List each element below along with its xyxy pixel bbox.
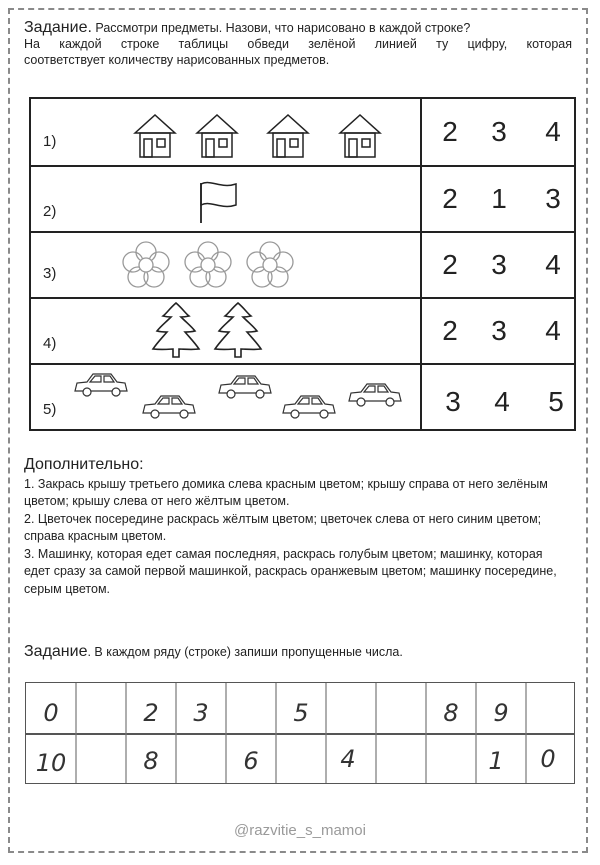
grid-cell-value: 10 <box>35 749 67 777</box>
additional-title: Дополнительно: <box>24 456 144 473</box>
row-number: 4) <box>43 335 57 352</box>
option-number[interactable]: 2 <box>442 116 458 147</box>
flower-icon <box>123 242 169 287</box>
task1-instructions <box>24 20 572 68</box>
flowers-picture <box>121 241 311 291</box>
table-row <box>31 297 574 363</box>
grid-cell-value: 8 <box>143 747 159 775</box>
task1-line1: Рассмотри предметы. Назови, что нарисовано в каждой строке? <box>95 21 471 35</box>
option-number[interactable]: 4 <box>494 386 510 418</box>
house-icon <box>340 115 380 157</box>
house-icon <box>135 115 175 157</box>
grid-cell-value: 9 <box>493 699 509 727</box>
grid-cell-value: 3 <box>193 699 209 727</box>
row-number: 5) <box>43 401 57 418</box>
option-number[interactable]: 3 <box>491 249 507 280</box>
option-number[interactable]: 5 <box>548 386 564 418</box>
grid-cell-value: 8 <box>443 699 459 727</box>
flag-icon <box>196 179 246 227</box>
car-icon <box>143 396 195 418</box>
task1-label: Задание. <box>24 19 92 36</box>
car-icon <box>75 374 127 396</box>
option-number[interactable]: 4 <box>545 249 561 280</box>
grid-cell-value: 0 <box>43 699 59 727</box>
trees-picture <box>151 301 281 363</box>
option-number[interactable]: 2 <box>442 183 458 214</box>
table-row <box>31 363 574 429</box>
grid-cell-value: 4 <box>340 745 356 773</box>
house-icon <box>197 115 237 157</box>
car-icon <box>219 376 271 398</box>
option-number[interactable]: 3 <box>445 386 461 418</box>
grid-cell-value: 2 <box>143 699 159 727</box>
row-number: 2) <box>43 203 57 220</box>
additional-item: 2. Цветочек посередине раскрась жёлтым цветом; цветочек слева от него синим цветом; справа красным цветом. <box>24 511 542 543</box>
task2-text: . В каждом ряду (строке) запиши пропущенные числа. <box>87 645 403 659</box>
additional-item: 3. Машинку, которая едет самая последняя, раскрась голубым цветом; машинку, которая едет сразу за самой первой машинкой, раскрась оранжевым цветом; машинку посередине, серым цветом. <box>24 546 557 596</box>
option-number[interactable]: 2 <box>442 315 458 346</box>
option-number[interactable]: 2 <box>442 249 458 280</box>
task1-line2: На каждой строке таблицы обведи зелёной линией ту цифру, которая <box>24 37 572 51</box>
answer-options <box>422 365 574 429</box>
grid-cell-value: 0 <box>540 745 556 773</box>
additional-tasks <box>24 456 564 598</box>
answer-options <box>422 167 574 231</box>
grid-cell-value: 6 <box>243 747 259 775</box>
counting-table <box>29 97 576 431</box>
option-number[interactable]: 4 <box>545 315 561 346</box>
option-number[interactable]: 1 <box>491 183 507 214</box>
cars-picture <box>71 369 411 427</box>
car-icon <box>283 396 335 418</box>
option-number[interactable]: 3 <box>545 183 561 214</box>
additional-item: 1. Закрась крышу третьего домика слева красным цветом; крышу справа от него зелёным цветом; крышу слева от него жёлтым цветом. <box>24 476 548 508</box>
option-number[interactable]: 3 <box>491 116 507 147</box>
flower-icon <box>185 242 231 287</box>
task2-instructions <box>24 643 403 661</box>
house-icon <box>268 115 308 157</box>
tree-icon <box>215 303 261 357</box>
table-row <box>31 231 574 297</box>
flower-icon <box>247 242 293 287</box>
table-row <box>31 99 574 165</box>
task2-label: Задание <box>24 643 88 660</box>
option-number[interactable]: 3 <box>491 315 507 346</box>
author-credit: @razvitie_s_mamoi <box>234 822 366 839</box>
table-row <box>31 165 574 231</box>
row-number: 1) <box>43 133 57 150</box>
tree-icon <box>153 303 199 357</box>
option-number[interactable]: 4 <box>545 116 561 147</box>
grid-cell-value: 5 <box>293 699 309 727</box>
missing-numbers-grid <box>25 682 575 784</box>
answer-options <box>422 299 574 363</box>
task1-line3: соответствует количеству нарисованных предметов. <box>24 53 330 67</box>
houses-picture <box>131 111 391 161</box>
answer-options <box>422 233 574 297</box>
car-icon <box>349 384 401 406</box>
row-number: 3) <box>43 265 57 282</box>
grid-cell-value: 1 <box>488 747 504 775</box>
answer-options <box>422 99 574 165</box>
